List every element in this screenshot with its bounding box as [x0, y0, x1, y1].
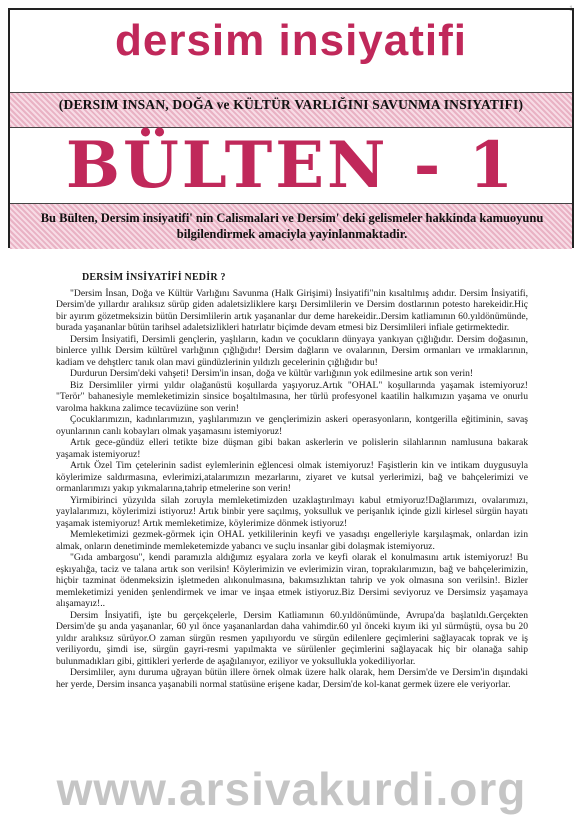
page-number: 1 — [569, 4, 573, 13]
paragraph: Memleketimizi gezmek-görmek için OHAL yetkililerinin keyfi ve yasadışı engelleriyle karşılaşmak, onlardan izin almak, onların denetiminde memleketemizde yabancı ve suçlu insanlar gibi dolaşmak istemiyoruz. — [56, 529, 528, 552]
masthead-subtitle: (DERSIM INSAN, DOĞA ve KÜLTÜR VARLIĞINI SAVUNMA INSIYATIFI) — [58, 97, 524, 112]
paragraph: Dersimliler, aynı duruma uğrayan bütün illere örnek olmak üzere halk olarak, hem Dersim'de ve Dersim'in dışındaki her yerde, Dersim insanca yaşanabili normal statüsüne erişene kadar, Dersim'de kol-kanat germek üzere ele veriyorlar. — [56, 667, 528, 690]
paragraph: Dersim İnsiyatifi, Dersimli gençlerin, yaşlıların, kadın ve çocukların dünyaya yankıyan çığlığıdır. Dersim doğasının, binlerce yıllık Dersim kültürel varlığının çığlığıdır! Dersim dağların ve ovalarının, Dersim ormanları ve ırmaklarının, kadiam ve dehştlerc tanık olan mavi gündüzlerinin yıldızlı gecelerinin çığlığıdır bu! — [56, 333, 528, 368]
paragraph: Dersim İnsiyatifi, işte bu gerçekçelerle, Dersim Katliamının 60.yıldönümünde, Avrupa'da başlatıldı.Gerçekten Dersim'de şu anda yaşananlar, 60 yıl önce yaşananlardan daha vahimdir.60 yıl önceki kıyım iki yıl sürmüştü, oysa bu 20 yıldır aralıksız sürüyor.O zaman sürgün resmen yapılıyordu ve sürgün edilenlere geçimlerini sağlayacak toprak ve iş veriliyordu, şimdi ise, sürgün gayri-resmi yapılmakta ve sürülenler geçimlerini sağlayacak hiç bir olanağa sahip bulunmadıkları gibi, gittikleri yerlerde de aşağılanıyor, eziliyor ve yoksullukla yokediliyorlar. — [56, 609, 528, 667]
paragraph: "Dersim İnsan, Doğa ve Kültür Varlığını Savunma (Halk Girişimi) İnsiyatifi"nin kısaltılmış adıdır. Dersim İnsiyatifi, Dersim'de yıllardır aralıksız sürüp giden adaletsizliklere karşı Dersimlilerin ve Dersim dostlarının potesto harekeidir.Hiç bir ayırım gözetmeksizin bütün Dersimlilerin artık yaşananlar dur deme harekeidir..Dersim katliamının 60.yıldönümünde, burada yaşananlar bütün tarihsel adaletsizlikleri hatırlatır biçimde devam etmesi biz Dersimlileri infiale getirmektedir. — [56, 287, 528, 333]
bulletin-description: Bu Bülten, Dersim insiyatifi' nin Calismalari ve Dersim' deki gelismeler hakkinda kamuoyunu bilgilendirmek amaciyla yayinlanmaktadir. — [40, 211, 544, 241]
paragraph: Durdurun Dersim'deki vahşeti! Dersim'in insan, doğa ve kültür varlığının yok edilmesine artık son verin! — [70, 368, 474, 379]
paragraph: Artık Özel Tim çetelerinin sadist eylemlerinin eğlencesi olmak istemiyoruz! Faşistlerin kin ve intikam duygusuyla köylerimize saldırmasına, evlerimizi,atalarımızın mezarlarını, ziyaret ve kutsal yerlerimizi, bağ ve bahçelerimizi ve ormanlarımızı yakıp yıkmalarına,tahrip etmelerine son verin! — [56, 460, 528, 494]
paragraph: Çocuklarımızın, kadınlarımızın, yaşlılarımızın ve gençlerimizin askeri operasyonların, kontgerilla eğitiminin, savaş oyunlarının canlı kobayları olmak yaşamasını istemiyoruz! — [56, 414, 528, 437]
paragraph: Biz Dersimliler yirmi yıldır olağanüstü koşullarda yaşıyoruz.Artık "OHAL" koşullarında yaşamak istemiyoruz! "Terör" bahanesiyle memleketimizin sinsice boşaltılmasına, her türlü profesyonel kaatilin halkımızın yaşama ve onurlu varolma hakkına zalimce tecavüzüne son verin! — [56, 379, 528, 414]
paragraph: Artık gece-gündüz elleri tetikte bize düşman gibi bakan askerlerin ve polislerin silahlarının namlusuna bakarak yaşamak istemiyoruz! — [56, 437, 528, 460]
masthead-title: dersim insiyatifi — [114, 16, 467, 65]
article-body — [56, 272, 528, 690]
bulletin-title: BÜLTEN - 1 — [65, 128, 517, 203]
article-heading: DERSİM İNSİYATİFİ NEDİR ? — [82, 272, 226, 283]
paragraph: "Gıda ambargosu", kendi paramızla aldığımız eşyalara zorla ve keyfi olarak el konulmasını artık istemiyoruz! Bu eşkıyalığa, taciz ve talana artık son verilsin! Köylerimizin ve evlerimizin viran, toprakılarımızın, bağ ve bahçelerimizin, hiçbir tazminat ödenmeksizin işletmeden alıkonulmasına, bakımsızlıktan tahrip ve yok olmasına son verilsin!. Bizler memleketimizi yeniden şenlendirmek ve imar ve inşaa etmek istiyoruz.Biz Dersimi seviyoruz ve Dersimsiz yaşamaya alışamayız!.. — [56, 552, 528, 609]
masthead — [8, 8, 574, 248]
watermark: www.arsivakurdi.org — [56, 763, 527, 815]
paragraph: Yirmibirinci yüzyılda silah zoruyla memleketimizden uzaklaştırılmayı kabul etmiyoruz!Dağlarımızı, ovalarımızı, yaylalarımızı, köylerimizi istiyoruz! Artık binbir yere saçılmış, yoksulluk ve perişanlık içinde gizli kirlesel sürgün hayatı yaşamak istemiyoruz! Artık memleketimize, köylerimize dönmek istiyoruz! — [56, 494, 528, 529]
